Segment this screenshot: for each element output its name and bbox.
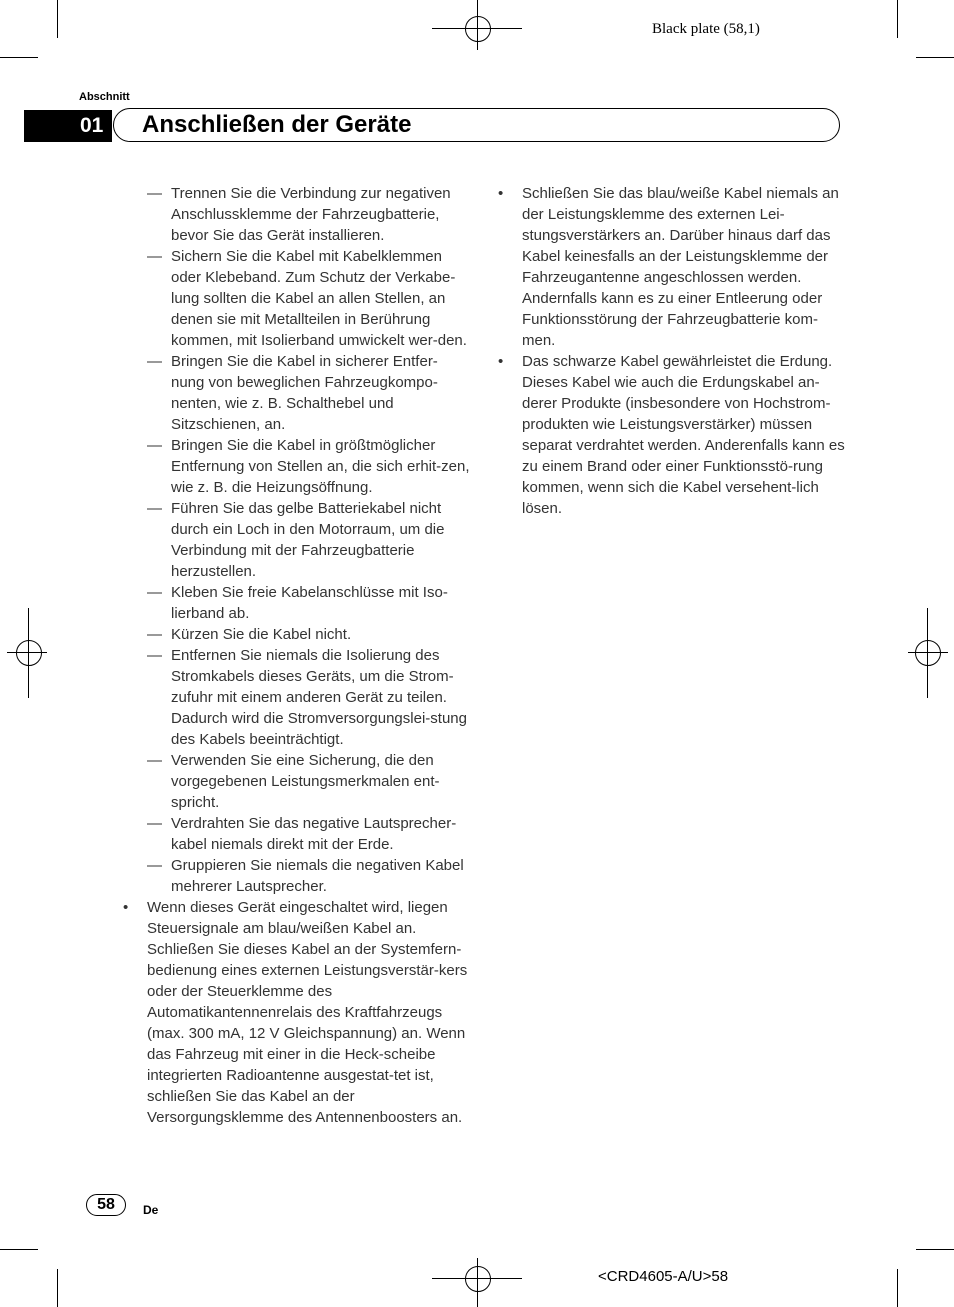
list-item: — Verwenden Sie eine Sicherung, die den vorgegebenen Leistungsmerkmalen ent-spricht.	[147, 752, 440, 811]
language-code: De	[143, 1203, 159, 1217]
list-item: — Trennen Sie die Verbindung zur negativen Anschlussklemme der Fahrzeugbatterie, bevor Sie das Gerät installieren.	[147, 185, 451, 244]
dash-marker: —	[147, 584, 162, 601]
list-item: — Kürzen Sie die Kabel nicht.	[147, 626, 352, 643]
bullet-marker: •	[498, 185, 504, 202]
bullet-marker: •	[123, 899, 129, 916]
bullet-marker: •	[498, 353, 504, 370]
dash-marker: —	[147, 752, 162, 769]
dash-marker: —	[147, 647, 162, 664]
chapter-number: 01	[24, 110, 112, 142]
document-code: <CRD4605-A/U>58	[598, 1268, 729, 1285]
list-item: — Kleben Sie freie Kabelanschlüsse mit Iso-lierband ab.	[147, 584, 448, 622]
dash-marker: —	[147, 185, 162, 202]
right-column	[498, 183, 846, 519]
page-number: 58	[86, 1194, 126, 1216]
dash-marker: —	[147, 248, 162, 265]
list-item: — Bringen Sie die Kabel in sicherer Entfer-nung von beweglichen Fahrzeugkompo-nenten, wie z. B. Schalthebel und Sitzschienen, an.	[147, 353, 438, 433]
list-item: — Entfernen Sie niemals die Isolierung des Stromkabels dieses Geräts, um die Strom-zufuhr mit einem anderen Gerät zu teilen. Dadurch wird die Stromversorgungslei-stung des Kabels beeinträchtigt.	[147, 647, 467, 748]
list-item: • Schließen Sie das blau/weiße Kabel niemals an der Leistungsklemme des externen Lei-stungsverstärkers an. Darüber hinaus darf das Kabel keinesfalls an der Leistungsklemme der Fahrzeugantenne angeschlossen werden. Andernfalls kann es zu einer Entleerung oder Funktionsstörung der Fahrzeugbatterie kom-men.	[498, 185, 839, 349]
list-item: • Wenn dieses Gerät eingeschaltet wird, liegen Steuersignale am blau/weißen Kabel an. Schließen Sie dieses Kabel an der Systemfern-bedienung eines externen Leistungsverstär-kers oder der Steuerklemme des Automatikantennenrelais des Kraftfahrzeugs (max. 300 mA, 12 V Gleichspannung) an. Wenn das Fahrzeug mit einer in die Heck-scheibe integrierten Radioantenne ausgestat-tet ist, schließen Sie das Kabel an der Versorgungsklemme des Antennenboosters an.	[123, 899, 468, 1126]
plate-label: Black plate (58,1)	[652, 21, 760, 37]
list-item: — Führen Sie das gelbe Batteriekabel nicht durch ein Loch in den Motorraum, um die Verbindung mit der Fahrzeugbatterie herzustellen.	[147, 500, 445, 580]
dash-marker: —	[147, 500, 162, 517]
list-item: — Bringen Sie die Kabel in größtmöglicher Entfernung von Stellen an, die sich erhit-zen, wie z. B. die Heizungsöffnung.	[147, 437, 470, 496]
dash-marker: —	[147, 815, 162, 832]
dash-marker: —	[147, 437, 162, 454]
dash-marker: —	[147, 626, 162, 643]
section-label: Abschnitt	[79, 91, 130, 103]
list-item: — Sichern Sie die Kabel mit Kabelklemmen oder Klebeband. Zum Schutz der Verkabe-lung sollten die Kabel an allen Stellen, an denen sie mit Metallteilen in Berührung kommen, mit Isolierband umwickelt wer-den.	[147, 248, 467, 349]
dash-marker: —	[147, 353, 162, 370]
list-item: — Gruppieren Sie niemals die negativen Kabel mehrerer Lautsprecher.	[147, 857, 464, 895]
left-column	[123, 183, 471, 1128]
chapter-title: Anschließen der Geräte	[142, 111, 412, 138]
dash-marker: —	[147, 857, 162, 874]
list-item: — Verdrahten Sie das negative Lautsprecher-kabel niemals direkt mit der Erde.	[147, 815, 457, 853]
list-item: • Das schwarze Kabel gewährleistet die Erdung. Dieses Kabel wie auch die Erdungskabel an-derer Produkte (insbesondere von Hochstrom-produkten wie Leistungsverstärker) müssen separat verdrahtet werden. Anderenfalls kann es zu einem Brand oder einer Funktionsstö-rung kommen, wenn sich die Kabel versehent-lich lösen.	[498, 353, 845, 517]
